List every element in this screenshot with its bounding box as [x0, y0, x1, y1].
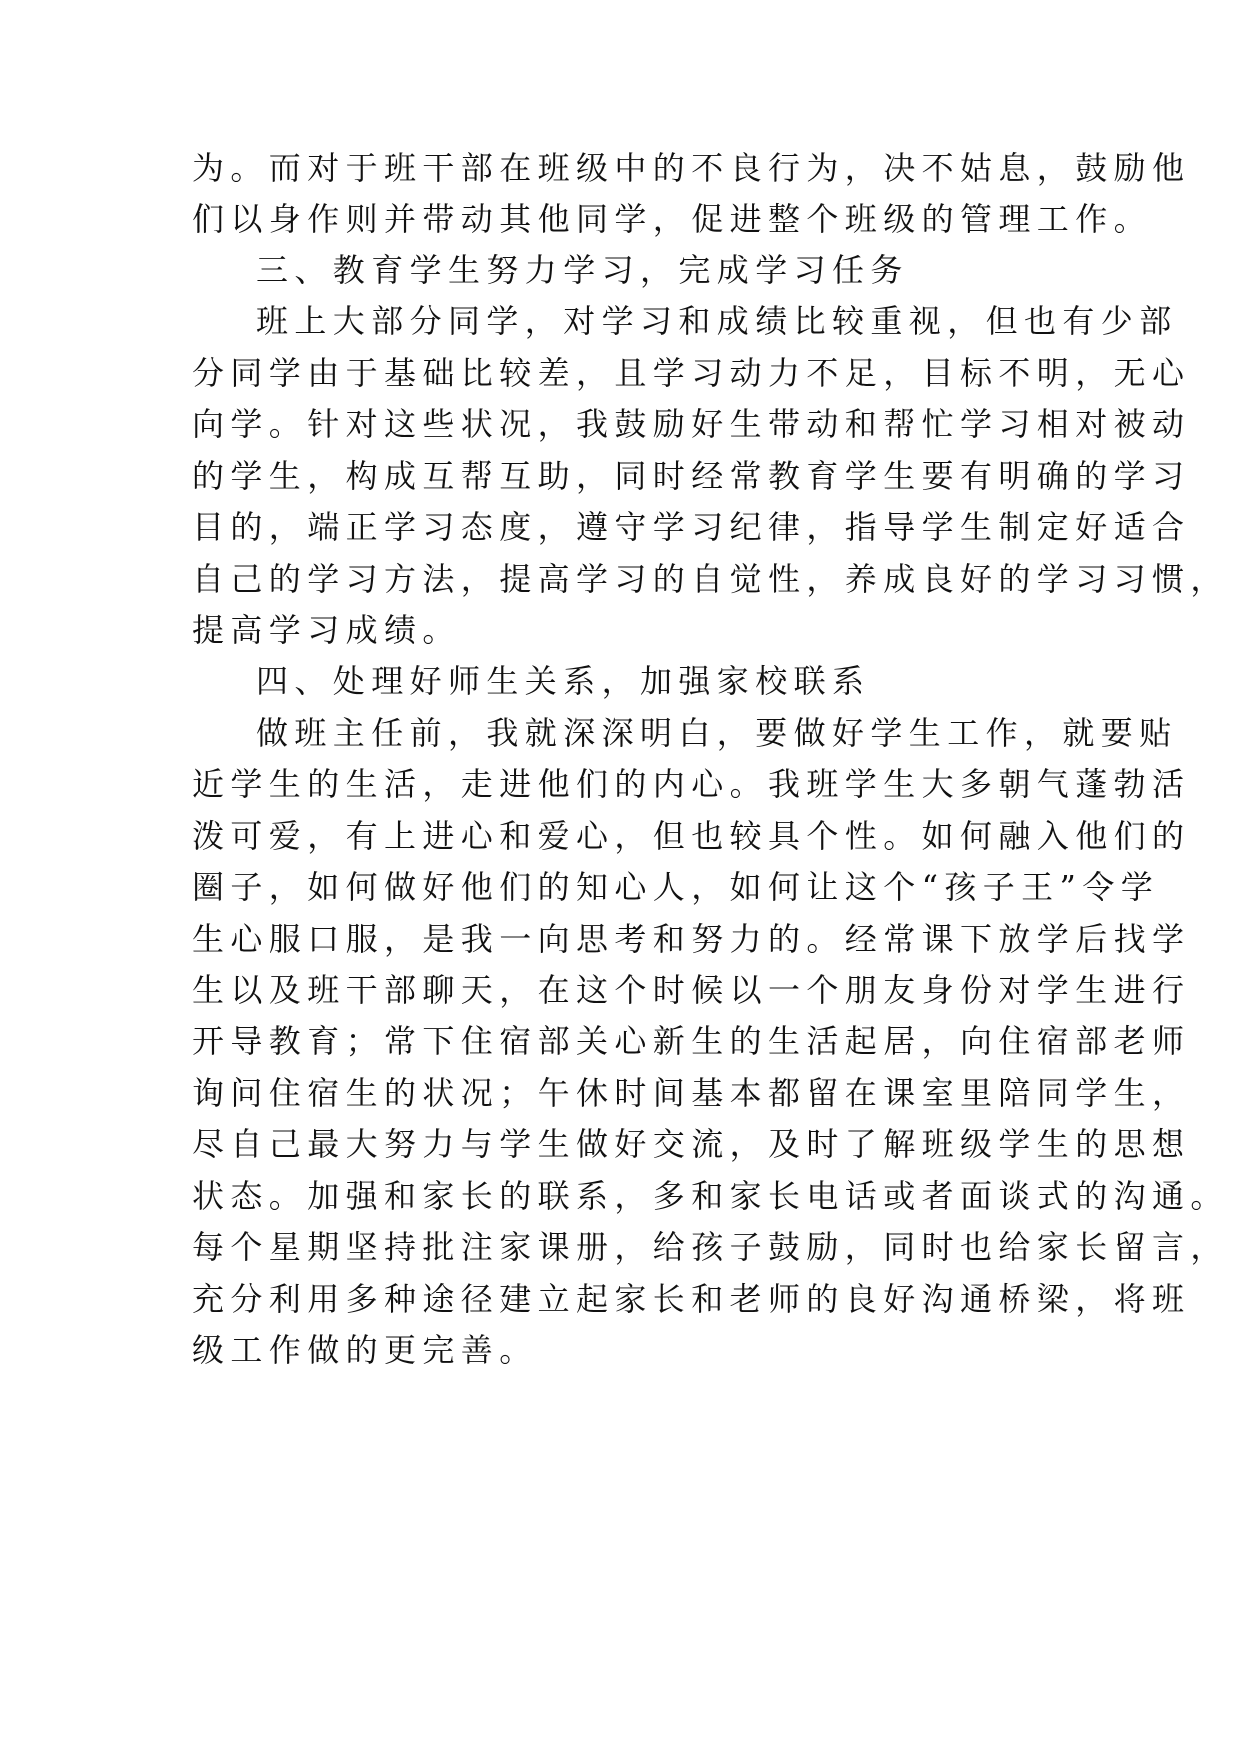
body-text-line: 询问住宿生的状况；午休时间基本都留在课室里陪同学生，	[192, 1074, 1191, 1112]
body-text-line: 级工作做的更完善。	[192, 1331, 538, 1369]
body-text-line: 自己的学习方法，提高学习的自觉性，养成良好的学习习惯，	[192, 560, 1229, 598]
section-heading-3: 三、教育学生努力学习，完成学习任务	[256, 251, 909, 289]
section-heading-4: 四、处理好师生关系，加强家校联系	[256, 662, 871, 700]
body-text-line: 分同学由于基础比较差，且学习动力不足，目标不明，无心	[192, 354, 1191, 392]
body-text-line: 做班主任前，我就深深明白，要做好学生工作，就要贴	[256, 714, 1178, 752]
body-text-line: 开导教育；常下住宿部关心新生的生活起居，向住宿部老师	[192, 1022, 1191, 1060]
body-text-line: 提高学习成绩。	[192, 611, 461, 649]
body-text-line: 每个星期坚持批注家课册，给孩子鼓励，同时也给家长留言，	[192, 1228, 1229, 1266]
body-text-line: 目的，端正学习态度，遵守学习纪律，指导学生制定好适合	[192, 508, 1191, 546]
body-text-line: 的学生，构成互帮互助，同时经常教育学生要有明确的学习	[192, 457, 1191, 495]
body-text-line: 班上大部分同学，对学习和成绩比较重视，但也有少部	[256, 302, 1178, 340]
body-text-line: 生以及班干部聊天，在这个时候以一个朋友身份对学生进行	[192, 971, 1191, 1009]
body-text-line: 向学。针对这些状况，我鼓励好生带动和帮忙学习相对被动	[192, 405, 1191, 443]
body-text-line: 泼可爱，有上进心和爱心，但也较具个性。如何融入他们的	[192, 817, 1191, 855]
body-text-line: 充分利用多种途径建立起家长和老师的良好沟通桥梁，将班	[192, 1280, 1191, 1318]
body-text-line: 圈子，如何做好他们的知心人，如何让这个“孩子王”令学	[192, 868, 1160, 906]
body-text-line: 尽自己最大努力与学生做好交流，及时了解班级学生的思想	[192, 1125, 1191, 1163]
body-text-line: 近学生的生活，走进他们的内心。我班学生大多朝气蓬勃活	[192, 765, 1191, 803]
body-text-line: 生心服口服，是我一向思考和努力的。经常课下放学后找学	[192, 920, 1191, 958]
body-text-line: 为。而对于班干部在班级中的不良行为，决不姑息，鼓励他	[192, 149, 1191, 187]
body-text-line: 们以身作则并带动其他同学，促进整个班级的管理工作。	[192, 200, 1153, 238]
body-text-line: 状态。加强和家长的联系，多和家长电话或者面谈式的沟通。	[192, 1177, 1229, 1215]
